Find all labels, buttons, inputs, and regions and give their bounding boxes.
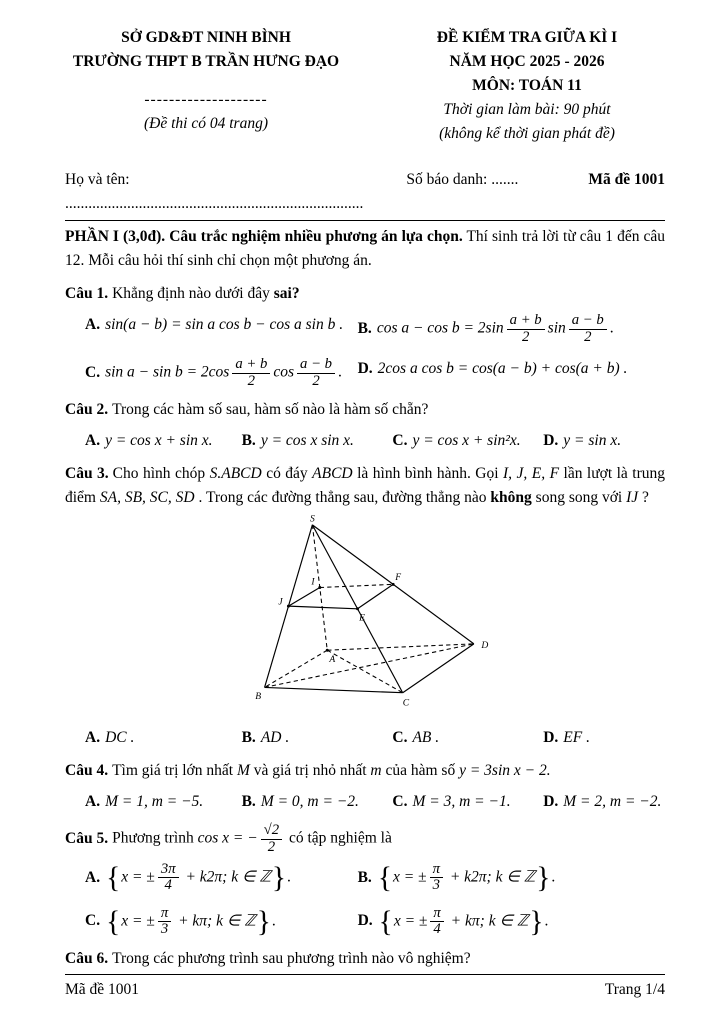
math-text: x = ± (121, 868, 155, 886)
question-label: Câu 4. (65, 762, 109, 780)
school-year: NĂM HỌC 2025 - 2026 (449, 53, 605, 71)
text: Tìm giá trị lớn nhất (112, 762, 237, 780)
math-text: y = cos x sin x. (260, 431, 354, 449)
math-text: EF . (563, 729, 590, 747)
math-text: y = cos x + sin x. (105, 431, 213, 449)
fraction: $\frac{\pi}{3}$ (430, 862, 443, 894)
student-id-field: Số báo danh: ....... (406, 171, 519, 189)
math-text: AD . (260, 729, 290, 747)
fraction: $\frac{a + b}{2}$ (232, 357, 270, 389)
hidden-edges (264, 525, 473, 693)
option-C (392, 726, 543, 750)
open-brace: { (106, 861, 121, 894)
option-A (85, 862, 358, 894)
pyramid-figure-wrap (65, 514, 665, 719)
question-label: Câu 6. (65, 949, 109, 967)
vertex-labels (255, 514, 488, 708)
option-letter: B. (357, 319, 372, 337)
close-brace: } (529, 905, 544, 938)
math-text: + kπ; k ∈ ℤ (446, 912, 529, 930)
option-A (85, 313, 358, 345)
math-text: y = 3sin x − 2. (459, 762, 551, 780)
math-text: 2cos a cos b = cos(a − b) + cos(a + b) . (377, 360, 628, 378)
label-A: A (328, 653, 335, 665)
option-D (543, 790, 665, 814)
student-row (65, 168, 665, 221)
math-text: M = 3, m = −1. (412, 793, 511, 811)
text: . (551, 868, 556, 886)
question-text (65, 282, 665, 306)
option-letter: D. (543, 729, 559, 747)
divider-dashes: -------------------- (144, 91, 268, 109)
option-A (85, 429, 242, 453)
fraction: $\frac{a - b}{2}$ (297, 357, 335, 389)
text: và giá trị nhỏ nhất (249, 762, 371, 780)
math-text: sin a − sin b = 2cos (105, 363, 230, 381)
fraction: $\frac{a + b}{2}$ (507, 313, 545, 345)
options-row (85, 790, 665, 814)
math-text: y = cos x + sin²x. (412, 431, 521, 449)
options-row (85, 313, 665, 389)
question-label: Câu 2. (65, 400, 109, 418)
pyramid-figure (238, 514, 493, 711)
option-C (392, 790, 543, 814)
close-brace: } (536, 861, 551, 894)
part1-heading-bold: PHẦN I (3,0đ). Câu trắc nghiệm nhiều phương án lựa chọn. (65, 228, 463, 246)
option-C (85, 357, 358, 389)
part1-heading-rest: Thí sinh trả lời từ câu 1 đến câu 12. Mỗi câu hỏi thí sinh chỉ chọn một phương án. (65, 228, 665, 270)
option-letter: A. (85, 729, 101, 747)
option-letter: B. (241, 793, 256, 811)
math-text: IJ (626, 489, 639, 507)
question-2 (65, 398, 665, 453)
math-text: S.ABCD (209, 465, 262, 482)
question-text (65, 947, 665, 971)
footer-exam-code: Mã đề 1001 (65, 980, 140, 998)
option-B (242, 726, 393, 750)
open-brace: { (106, 905, 121, 938)
math-text: sin (547, 319, 566, 337)
option-letter: B. (241, 431, 256, 449)
text: có tập nghiệm là (285, 829, 392, 847)
math-text: + kπ; k ∈ ℤ (174, 912, 256, 930)
math-text: M = 1, m = −5. (105, 793, 204, 811)
math-text: M = 0, m = −2. (260, 793, 359, 811)
option-letter: B. (241, 729, 256, 747)
label-E: E (358, 612, 365, 624)
footer (65, 974, 665, 1002)
pages-note: (Đề thi có 04 trang) (144, 115, 268, 133)
duration: Thời gian làm bài: 90 phút (443, 101, 611, 119)
footer-page-number: Trang 1/4 (604, 980, 665, 998)
options-row (85, 862, 665, 938)
fraction: $\frac{\pi}{4}$ (430, 906, 443, 938)
question-3 (65, 462, 665, 750)
math-text: M = 2, m = −2. (563, 793, 662, 811)
text: . (338, 363, 342, 381)
option-letter: D. (543, 793, 559, 811)
math-text: SA, SB, SC, SD (99, 489, 195, 507)
question-6 (65, 947, 665, 971)
text: Trong các phương trình sau phương trình nào vô nghiệm? (112, 949, 471, 967)
question-text (65, 398, 665, 422)
option-letter: C. (392, 729, 408, 747)
question-5 (65, 823, 665, 938)
header-left (65, 26, 347, 146)
option-letter: D. (543, 431, 559, 449)
fraction: $\frac{\pi}{3}$ (158, 906, 171, 938)
option-letter: C. (392, 431, 408, 449)
text: không (490, 489, 532, 507)
option-letter: A. (85, 868, 101, 886)
question-4 (65, 759, 665, 814)
header (65, 26, 665, 146)
math-text: cos (273, 363, 295, 381)
open-brace: { (377, 861, 392, 894)
question-text (65, 759, 665, 783)
option-D (543, 429, 665, 453)
option-C (392, 429, 543, 453)
text: Phương trình (112, 829, 198, 847)
label-J: J (277, 596, 283, 608)
math-text: cos a − cos b = 2sin (376, 319, 504, 337)
text: . (271, 912, 276, 930)
math-text: I, J, E, F (503, 465, 560, 482)
option-A (85, 790, 242, 814)
math-text: AB . (412, 729, 440, 747)
student-name-field: Họ và tên: ............................................................................. (65, 171, 364, 213)
options-row (85, 429, 665, 453)
math-text: x = ± (393, 912, 428, 930)
math-text: + k2π; k ∈ ℤ (181, 868, 271, 886)
fraction: $\frac{3\pi}{4}$ (158, 862, 179, 894)
math-text: sin(a − b) = sin a cos b − cos a sin b . (105, 316, 344, 334)
label-D: D (480, 640, 488, 652)
solid-edges (264, 525, 473, 693)
text: Cho hình chóp (112, 465, 210, 482)
option-letter: B. (357, 868, 372, 886)
text: sai? (273, 285, 300, 303)
option-letter: A. (85, 431, 101, 449)
option-B (358, 862, 665, 894)
option-D (358, 357, 665, 389)
text: . (287, 868, 291, 886)
option-A (85, 726, 242, 750)
option-B (358, 313, 665, 345)
label-C: C (402, 697, 409, 709)
text: có đáy (261, 465, 313, 482)
text: . (544, 912, 549, 930)
math-text: DC . (105, 729, 135, 747)
questions-container (65, 282, 665, 971)
text: Trong các hàm số sau, hàm số nào là hàm số chẵn? (112, 400, 429, 418)
question-1 (65, 282, 665, 389)
math-text: m (370, 762, 382, 780)
options-row (85, 726, 665, 750)
header-right (389, 26, 665, 146)
label-F: F (394, 572, 401, 584)
option-letter: A. (85, 316, 101, 334)
text: của hàm số (381, 762, 460, 780)
text: Khẳng định nào dưới đây (112, 285, 274, 303)
question-text (65, 823, 665, 855)
option-B (242, 790, 393, 814)
exam-title: ĐỀ KIỂM TRA GIỮA KÌ I (436, 29, 618, 46)
text: . Trong các đường thẳng sau, đường thẳng nào (194, 489, 491, 507)
duration-note: (không kể thời gian phát đề) (439, 125, 615, 143)
question-label: Câu 3. (65, 465, 109, 482)
close-brace: } (256, 905, 271, 938)
school-name: TRƯỜNG THPT B TRẦN HƯNG ĐẠO (72, 53, 340, 71)
option-D (358, 906, 665, 938)
part1-heading (65, 225, 665, 273)
department-name: SỞ GD&ĐT NINH BÌNH (121, 29, 291, 46)
question-label: Câu 1. (65, 285, 109, 303)
math-text: x = ± (121, 912, 155, 930)
text: lần lượt là trung điểm (65, 465, 665, 507)
option-letter: C. (392, 793, 408, 811)
text: song song với (531, 489, 627, 507)
vertex-dots (286, 583, 394, 652)
open-brace: { (378, 905, 393, 938)
label-I: I (310, 576, 314, 588)
question-text (65, 462, 665, 510)
text: là hình bình hành. Gọi (352, 465, 504, 482)
option-C (85, 906, 358, 938)
math-text: M (236, 762, 250, 780)
fraction: $\frac{a - b}{2}$ (569, 313, 607, 345)
option-D (543, 726, 665, 750)
option-letter: C. (85, 363, 101, 381)
math-text: + k2π; k ∈ ℤ (445, 868, 536, 886)
math-text: ABCD (312, 465, 353, 482)
question-label: Câu 5. (65, 829, 109, 847)
math-text: y = sin x. (563, 431, 622, 449)
text: . (609, 319, 614, 337)
subject: MÔN: TOÁN 11 (472, 77, 582, 95)
option-letter: D. (357, 360, 373, 378)
option-B (242, 429, 393, 453)
option-letter: D. (357, 912, 373, 930)
close-brace: } (271, 861, 287, 894)
label-B: B (254, 691, 261, 703)
math-text: cos x = − (197, 829, 258, 847)
text: ? (638, 489, 649, 507)
option-letter: A. (85, 793, 101, 811)
label-S: S (309, 514, 315, 525)
math-text: x = ± (392, 868, 427, 886)
option-letter: C. (85, 912, 101, 930)
fraction: $\frac{√2}{2}$ (261, 823, 282, 855)
exam-code: Mã đề 1001 (588, 171, 665, 189)
